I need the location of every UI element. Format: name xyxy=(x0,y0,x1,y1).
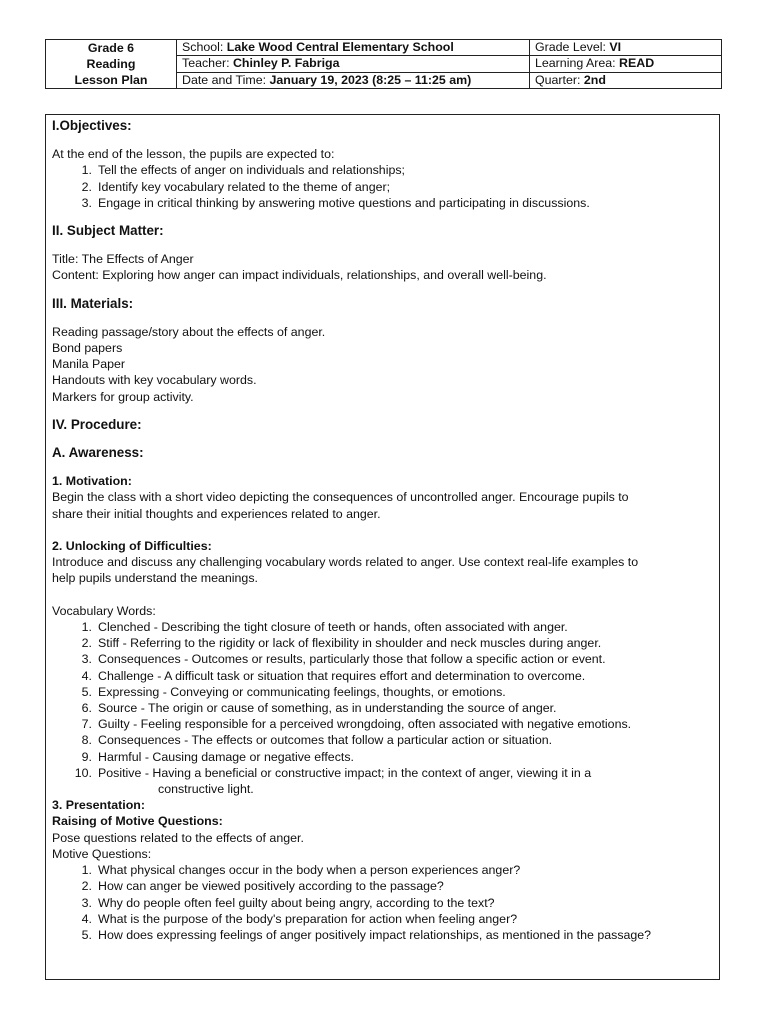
motive-question: 4. What is the purpose of the body's preparation for action when feeling anger? xyxy=(81,911,518,926)
learning-area-cell: Learning Area: READ xyxy=(530,56,722,72)
date-time-value: January 19, 2023 (8:25 – 11:25 am) xyxy=(269,72,472,87)
lesson-header-table xyxy=(45,39,722,89)
grade-level-value: VI xyxy=(609,40,622,55)
lesson-body-box xyxy=(45,114,720,980)
school-cell: School: Lake Wood Central Elementary School xyxy=(177,40,530,56)
material-item: Reading passage/story about the effects of anger. xyxy=(52,324,326,339)
objectives-intro: At the end of the lesson, the pupils are expected to: xyxy=(52,147,335,162)
awareness-heading: A. Awareness: xyxy=(52,445,144,461)
vocab-item: 1. Clenched - Describing the tight closure of teeth or hands, often associated with anger. xyxy=(81,620,568,635)
vocab-item: 6. Source - The origin or cause of something, as in understanding the source of anger. xyxy=(81,701,557,716)
title-line-type: Lesson Plan xyxy=(74,73,148,87)
vocab-item: 4. Challenge - A difficult task or situation that requires effort and determination to overcome. xyxy=(81,668,586,683)
title-line-subject: Reading xyxy=(86,57,136,71)
motivation-text: share their initial thoughts and experiences related to anger. xyxy=(52,506,381,521)
teacher-name: Chinley P. Fabriga xyxy=(232,56,340,71)
motive-question: 3. Why do people often feel guilty about being angry, according to the text? xyxy=(81,895,495,910)
motive-question: 5. How does expressing feelings of anger positively impact relationships, as mentioned in the passage? xyxy=(81,927,652,942)
objective-item: 2. Identify key vocabulary related to the theme of anger; xyxy=(81,179,391,194)
vocab-item: 3. Consequences - Outcomes or results, particularly those that follow a specific action or event. xyxy=(81,652,606,667)
motive-question: 1. What physical changes occur in the body when a person experiences anger? xyxy=(81,863,521,878)
quarter-cell: Quarter: 2nd xyxy=(530,72,722,88)
vocab-item: 10. Positive - Having a beneficial or constructive impact; in the context of anger, viewing it in a xyxy=(74,765,592,780)
quarter-value: 2nd xyxy=(583,72,606,87)
vocab-item: 5. Expressing - Conveying or communicating feelings, thoughts, or emotions. xyxy=(81,684,506,699)
subject-title: Title: The Effects of Anger xyxy=(52,252,194,267)
objective-item: 1. Tell the effects of anger on individuals and relationships; xyxy=(81,163,405,178)
learning-area-value: READ xyxy=(619,56,655,71)
title-line-grade: Grade 6 xyxy=(87,41,135,55)
lesson-plan-title xyxy=(46,40,177,89)
objectives-heading: I.Objectives: xyxy=(52,118,132,133)
unlocking-text: Introduce and discuss any challenging vocabulary words related to anger. Use context real-life examples to xyxy=(52,555,639,570)
vocab-item-continuation: constructive light. xyxy=(158,782,254,797)
motivation-text: Begin the class with a short video depicting the consequences of uncontrolled anger. Encourage pupils to xyxy=(52,490,629,505)
vocab-item: 7. Guilty - Feeling responsible for a perceived wrongdoing, often associated with negative emotions. xyxy=(81,717,632,732)
date-time-cell: Date and Time: January 19, 2023 (8:25 – 11:25 am) xyxy=(177,72,530,88)
motive-questions-heading: Motive Questions: xyxy=(52,846,152,861)
lesson-content xyxy=(52,115,712,943)
unlocking-heading: 2. Unlocking of Difficulties: xyxy=(52,539,212,554)
vocab-item: 8. Consequences - The effects or outcomes that follow a particular action or situation. xyxy=(81,733,553,748)
school-name: Lake Wood Central Elementary School xyxy=(226,40,454,55)
subject-matter-heading: II. Subject Matter: xyxy=(52,223,164,239)
material-item: Manila Paper xyxy=(52,357,126,372)
materials-heading: III. Materials: xyxy=(52,295,134,311)
subject-content: Content: Exploring how anger can impact individuals, relationships, and overall well-being. xyxy=(52,268,547,283)
motivation-heading: 1. Motivation: xyxy=(52,474,132,489)
material-item: Bond papers xyxy=(52,341,123,356)
grade-level-cell: Grade Level: VI xyxy=(530,40,722,56)
material-item: Markers for group activity. xyxy=(52,389,194,404)
unlocking-text: help pupils understand the meanings. xyxy=(52,571,258,586)
presentation-heading: 3. Presentation: xyxy=(52,798,145,813)
vocab-item: 9. Harmful - Causing damage or negative effects. xyxy=(81,749,354,764)
procedure-heading: IV. Procedure: xyxy=(52,416,142,432)
raising-motive-text: Pose questions related to the effects of anger. xyxy=(52,830,304,845)
vocabulary-heading: Vocabulary Words: xyxy=(52,603,156,618)
objective-item: 3. Engage in critical thinking by answering motive questions and participating in discussions. xyxy=(81,195,590,210)
teacher-cell: Teacher: Chinley P. Fabriga xyxy=(177,56,530,72)
material-item: Handouts with key vocabulary words. xyxy=(52,373,257,388)
motive-question: 2. How can anger be viewed positively according to the passage? xyxy=(81,879,444,894)
vocab-item: 2. Stiff - Referring to the rigidity or lack of flexibility in shoulder and neck muscles during anger. xyxy=(81,636,602,651)
raising-motive-heading: Raising of Motive Questions: xyxy=(52,814,223,829)
